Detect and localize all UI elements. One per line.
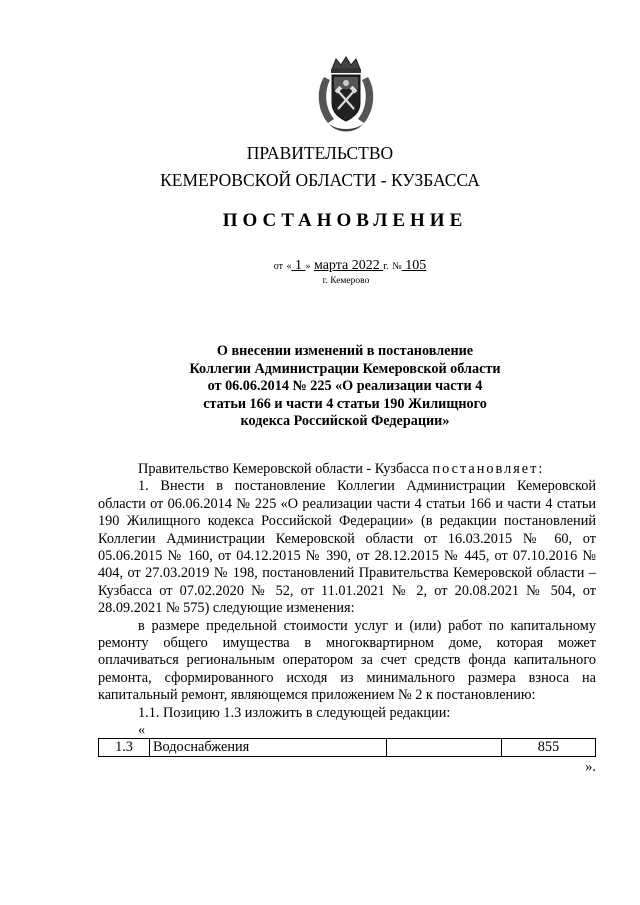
table-row [99,739,596,757]
resolves-word: постановляет: [432,461,545,477]
position-table [98,738,596,757]
city-name: г. Кемерово [322,276,370,286]
limit-cost-paragraph: в размере предельной стоимости услуг и (или) работ по капитальному ремонту общего имущества в многоквартирном доме, которая может оплачиваться региональным оператором за счет средств фонда капитального ремонта, сформированного исходя из минимального размера взноса на капитальный ремонт, являющемся приложением № 2 к постановлению: [98,617,596,704]
quote-close: » [305,261,311,272]
position-value-cell: 855 [502,739,596,757]
document-body [98,461,596,777]
preamble-paragraph [98,461,596,478]
table-quote-close: ». [585,759,596,776]
document-subject [0,343,640,431]
document-type-title: ПОСТАНОВЛЕНИЕ [222,210,468,231]
item-1-1-paragraph: 1.1. Позицию 1.3 изложить в следующей редакции: [138,704,451,721]
position-name-cell: Водоснабжения [150,739,387,757]
subject-line: кодекса Российской Федерации» [240,413,450,429]
date-month-year: марта 2022 [313,258,384,273]
date-prefix: от [273,261,283,272]
document-date-line [0,258,640,274]
position-number-cell: 1.3 [99,739,150,757]
subject-line: от 06.06.2014 № 225 «О реализации части 4 [207,378,483,394]
item-1-paragraph: 1. Внести в постановление Коллегии Администрации Кемеровской области от 06.06.2014 № 225 «О реализации части 4 статьи 166 и части 4 статьи 190 Жилищного кодекса Российской Федерации» (в редакции постановлений Коллегии Администрации Кемеровской области от 16.03.2015 № 60, от 05.06.2015 № 160, от 04.12.2015 № 390, от 28.12.2015 № 445, от 07.10.2016 № 404, от 27.03.2019 № 198, постановлений Правительства Кемеровской области – Кузбасса от 07.02.2020 № 52, от 11.01.2021 № 2, от 20.08.2021 № 504, от 28.09.2021 № 575) следующие изменения: [98,478,596,617]
number-sign: № [392,261,402,272]
quote-open: « [286,261,292,272]
subject-line: О внесении изменений в постановление [216,343,474,359]
government-name-line1: ПРАВИТЕЛЬСТВО [246,143,394,163]
coat-of-arms-icon [314,55,378,133]
date-day: 1 [291,258,306,273]
position-empty-cell [387,739,502,757]
subject-line: статьи 166 и части 4 статьи 190 Жилищного [203,395,487,412]
government-name-line2: КЕМЕРОВСКОЙ ОБЛАСТИ - КУЗБАССА [160,170,480,190]
subject-line: Коллегии Администрации Кемеровской области [189,360,501,377]
table-quote-open: « [138,722,146,739]
year-suffix: г. [383,261,389,272]
preamble-text: Правительство Кемеровской области - Кузбасса [138,461,433,477]
document-number: 105 [401,258,427,273]
